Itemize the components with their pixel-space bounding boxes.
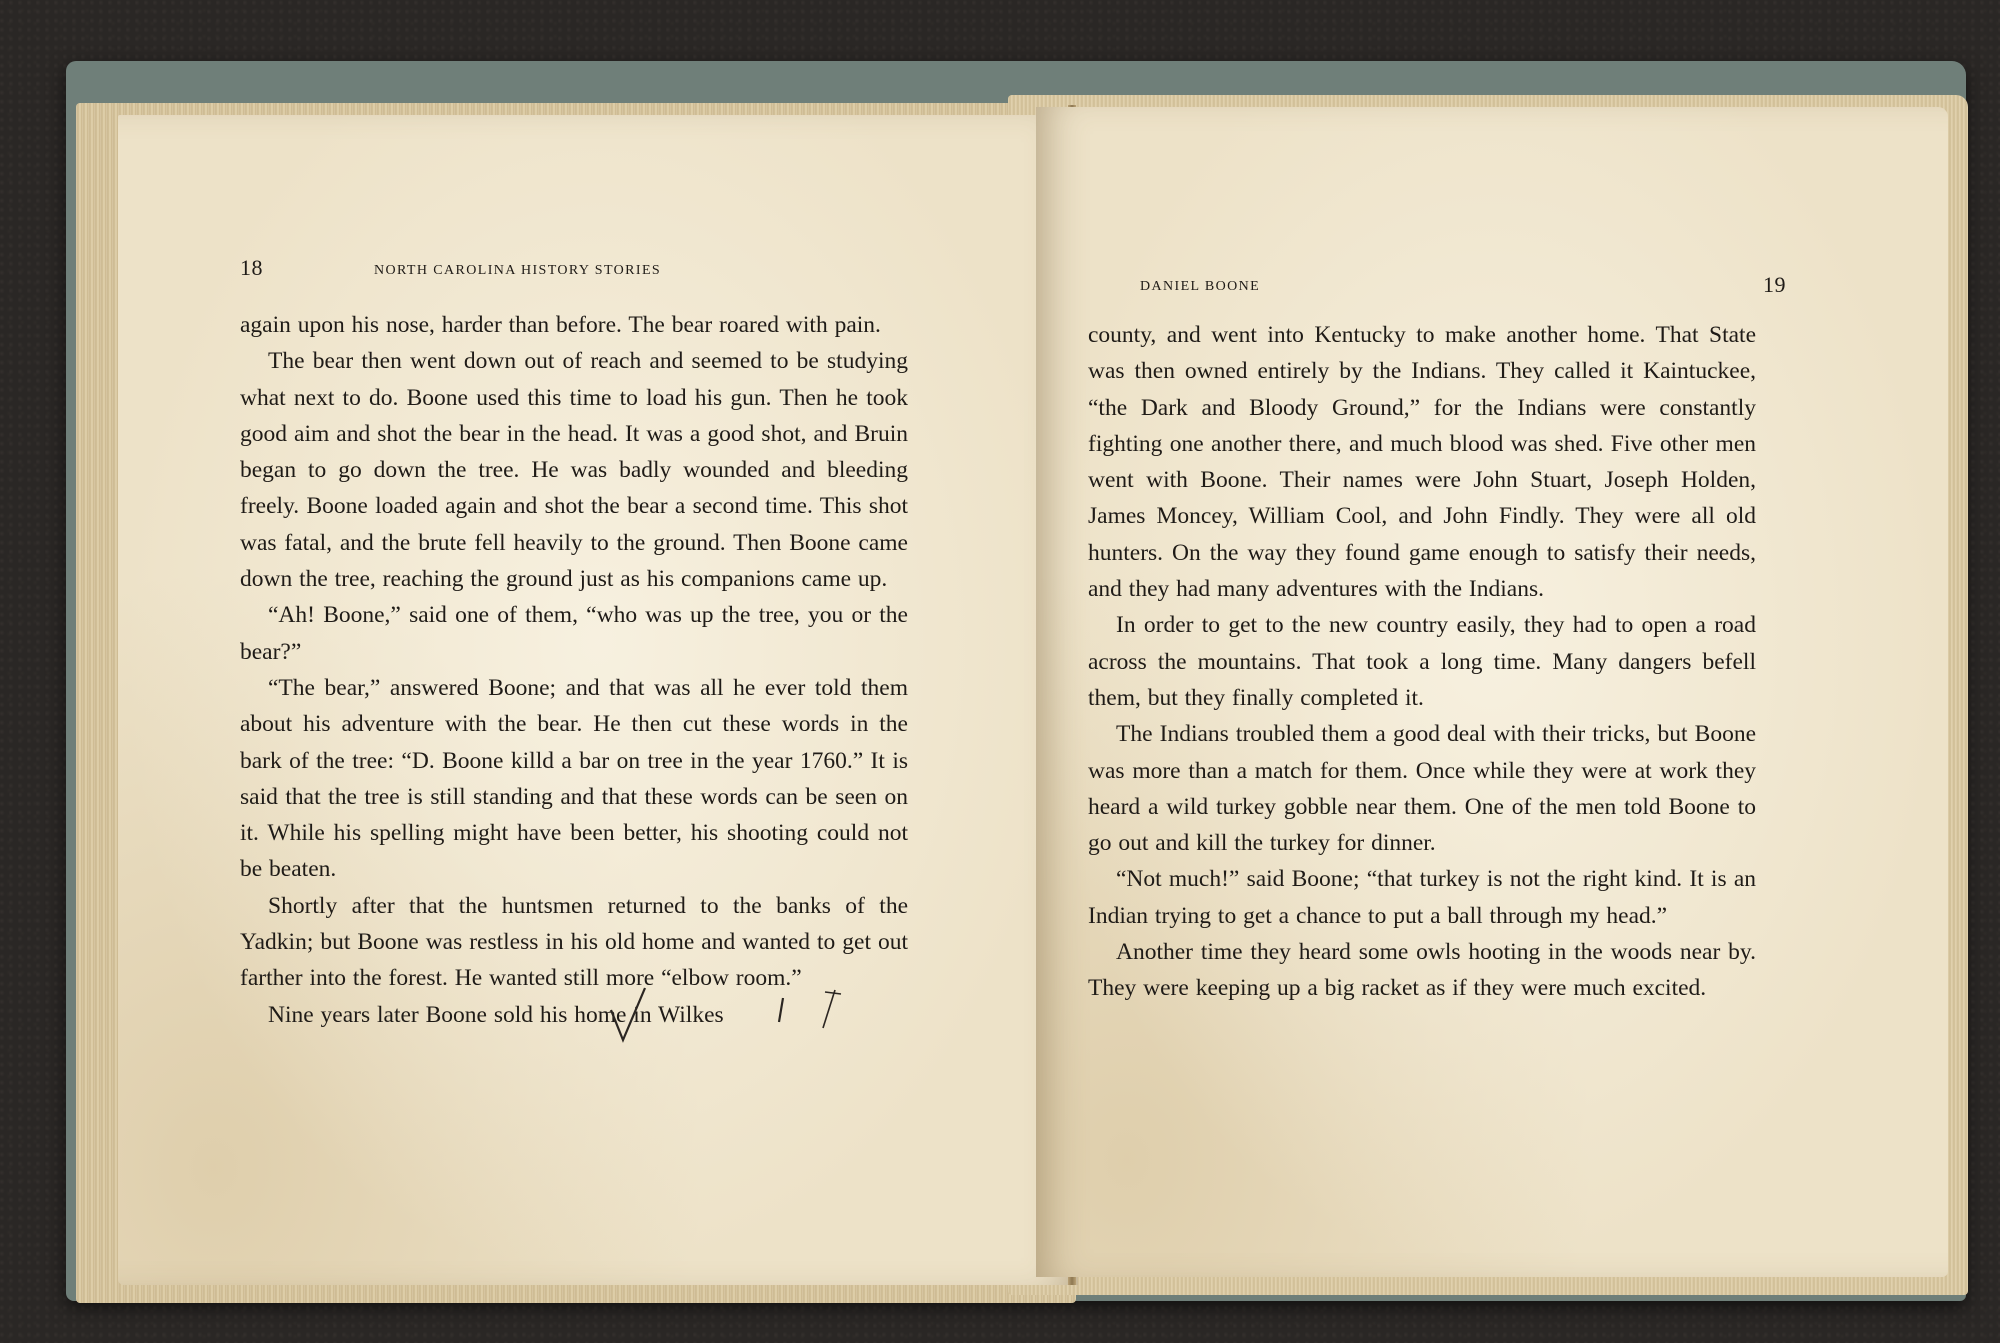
running-head: NORTH CAROLINA HISTORY STORIES [374, 263, 662, 278]
right-page [1036, 107, 1948, 1277]
paragraph: Another time they heard some owls hooting in the woods near by. They were keeping up a big racket as if they were much excited. [1088, 939, 1756, 1002]
paragraph: “Ah! Boone,” said one of them, “who was up the tree, you or the bear?” [240, 602, 908, 665]
body-text [240, 307, 908, 1033]
paragraph: county, and went into Kentucky to make another home. That State was then owned entirely by the Indians. They called it Kaintuckee, “the Dark and Bloody Ground,” for the Indians were constantly fighting one another there, and much blood was shed. Five other men went with Boone. Their names were John Stuart, Joseph Holden, James Moncey, William Cool, and John Findly. They were all old hunters. On the way they found game enough to satisfy their needs, and they had many adventures with the Indians. [1088, 322, 1756, 603]
open-book [48, 55, 1948, 1300]
left-page [118, 115, 1078, 1285]
paragraph: The bear then went down out of reach and seemed to be studying what next to do. Boone used this time to load his gun. Then he took good aim and shot the bear in the head. It was a good shot, and Bruin began to go down the tree. He was badly wounded and bleeding freely. Boone loaded again and shot the bear a second time. This shot was fatal, and the brute fell heavily to the ground. Then Boone came down the tree, reaching the ground just as his companions came up. [240, 348, 908, 593]
page-number: 19 [1763, 272, 1786, 297]
body-text [1088, 317, 1756, 1007]
paragraph: Nine years later Boone sold his home in Wilkes [268, 1001, 724, 1028]
pencil-check-marks [603, 980, 863, 1060]
paragraph: In order to get to the new country easily, they had to open a road across the mountains. That took a long time. Many dangers befell them, but they finally completed it. [1088, 612, 1756, 711]
running-head: DANIEL BOONE [1140, 279, 1261, 294]
paragraph: again upon his nose, harder than before. The bear roared with pain. [240, 312, 881, 338]
paragraph: “The bear,” answered Boone; and that was all he ever told them about his adventure with the bear. He then cut these words in the bark of the tree: “D. Boone killd a bar on tree in the year 1760.” It is said that the tree is still standing and that these words can be seen on it. While his spelling might have been better, his shooting could not be beaten. [240, 674, 908, 883]
paragraph: The Indians troubled them a good deal with their tricks, but Boone was more than a match for them. Once while they were at work they heard a wild turkey gobble near them. One of the men told Boone to go out and kill the turkey for dinner. [1088, 721, 1756, 857]
paragraph: “Not much!” said Boone; “that turkey is not the right kind. It is an Indian trying to get a chance to put a ball through my head.” [1088, 866, 1756, 929]
paragraph: Shortly after that the huntsmen returned to the banks of the Yadkin; but Boone was restless in his old home and wanted to get out farther into the forest. He wanted still more “elbow room.” [240, 892, 908, 992]
page-number: 18 [240, 255, 263, 280]
